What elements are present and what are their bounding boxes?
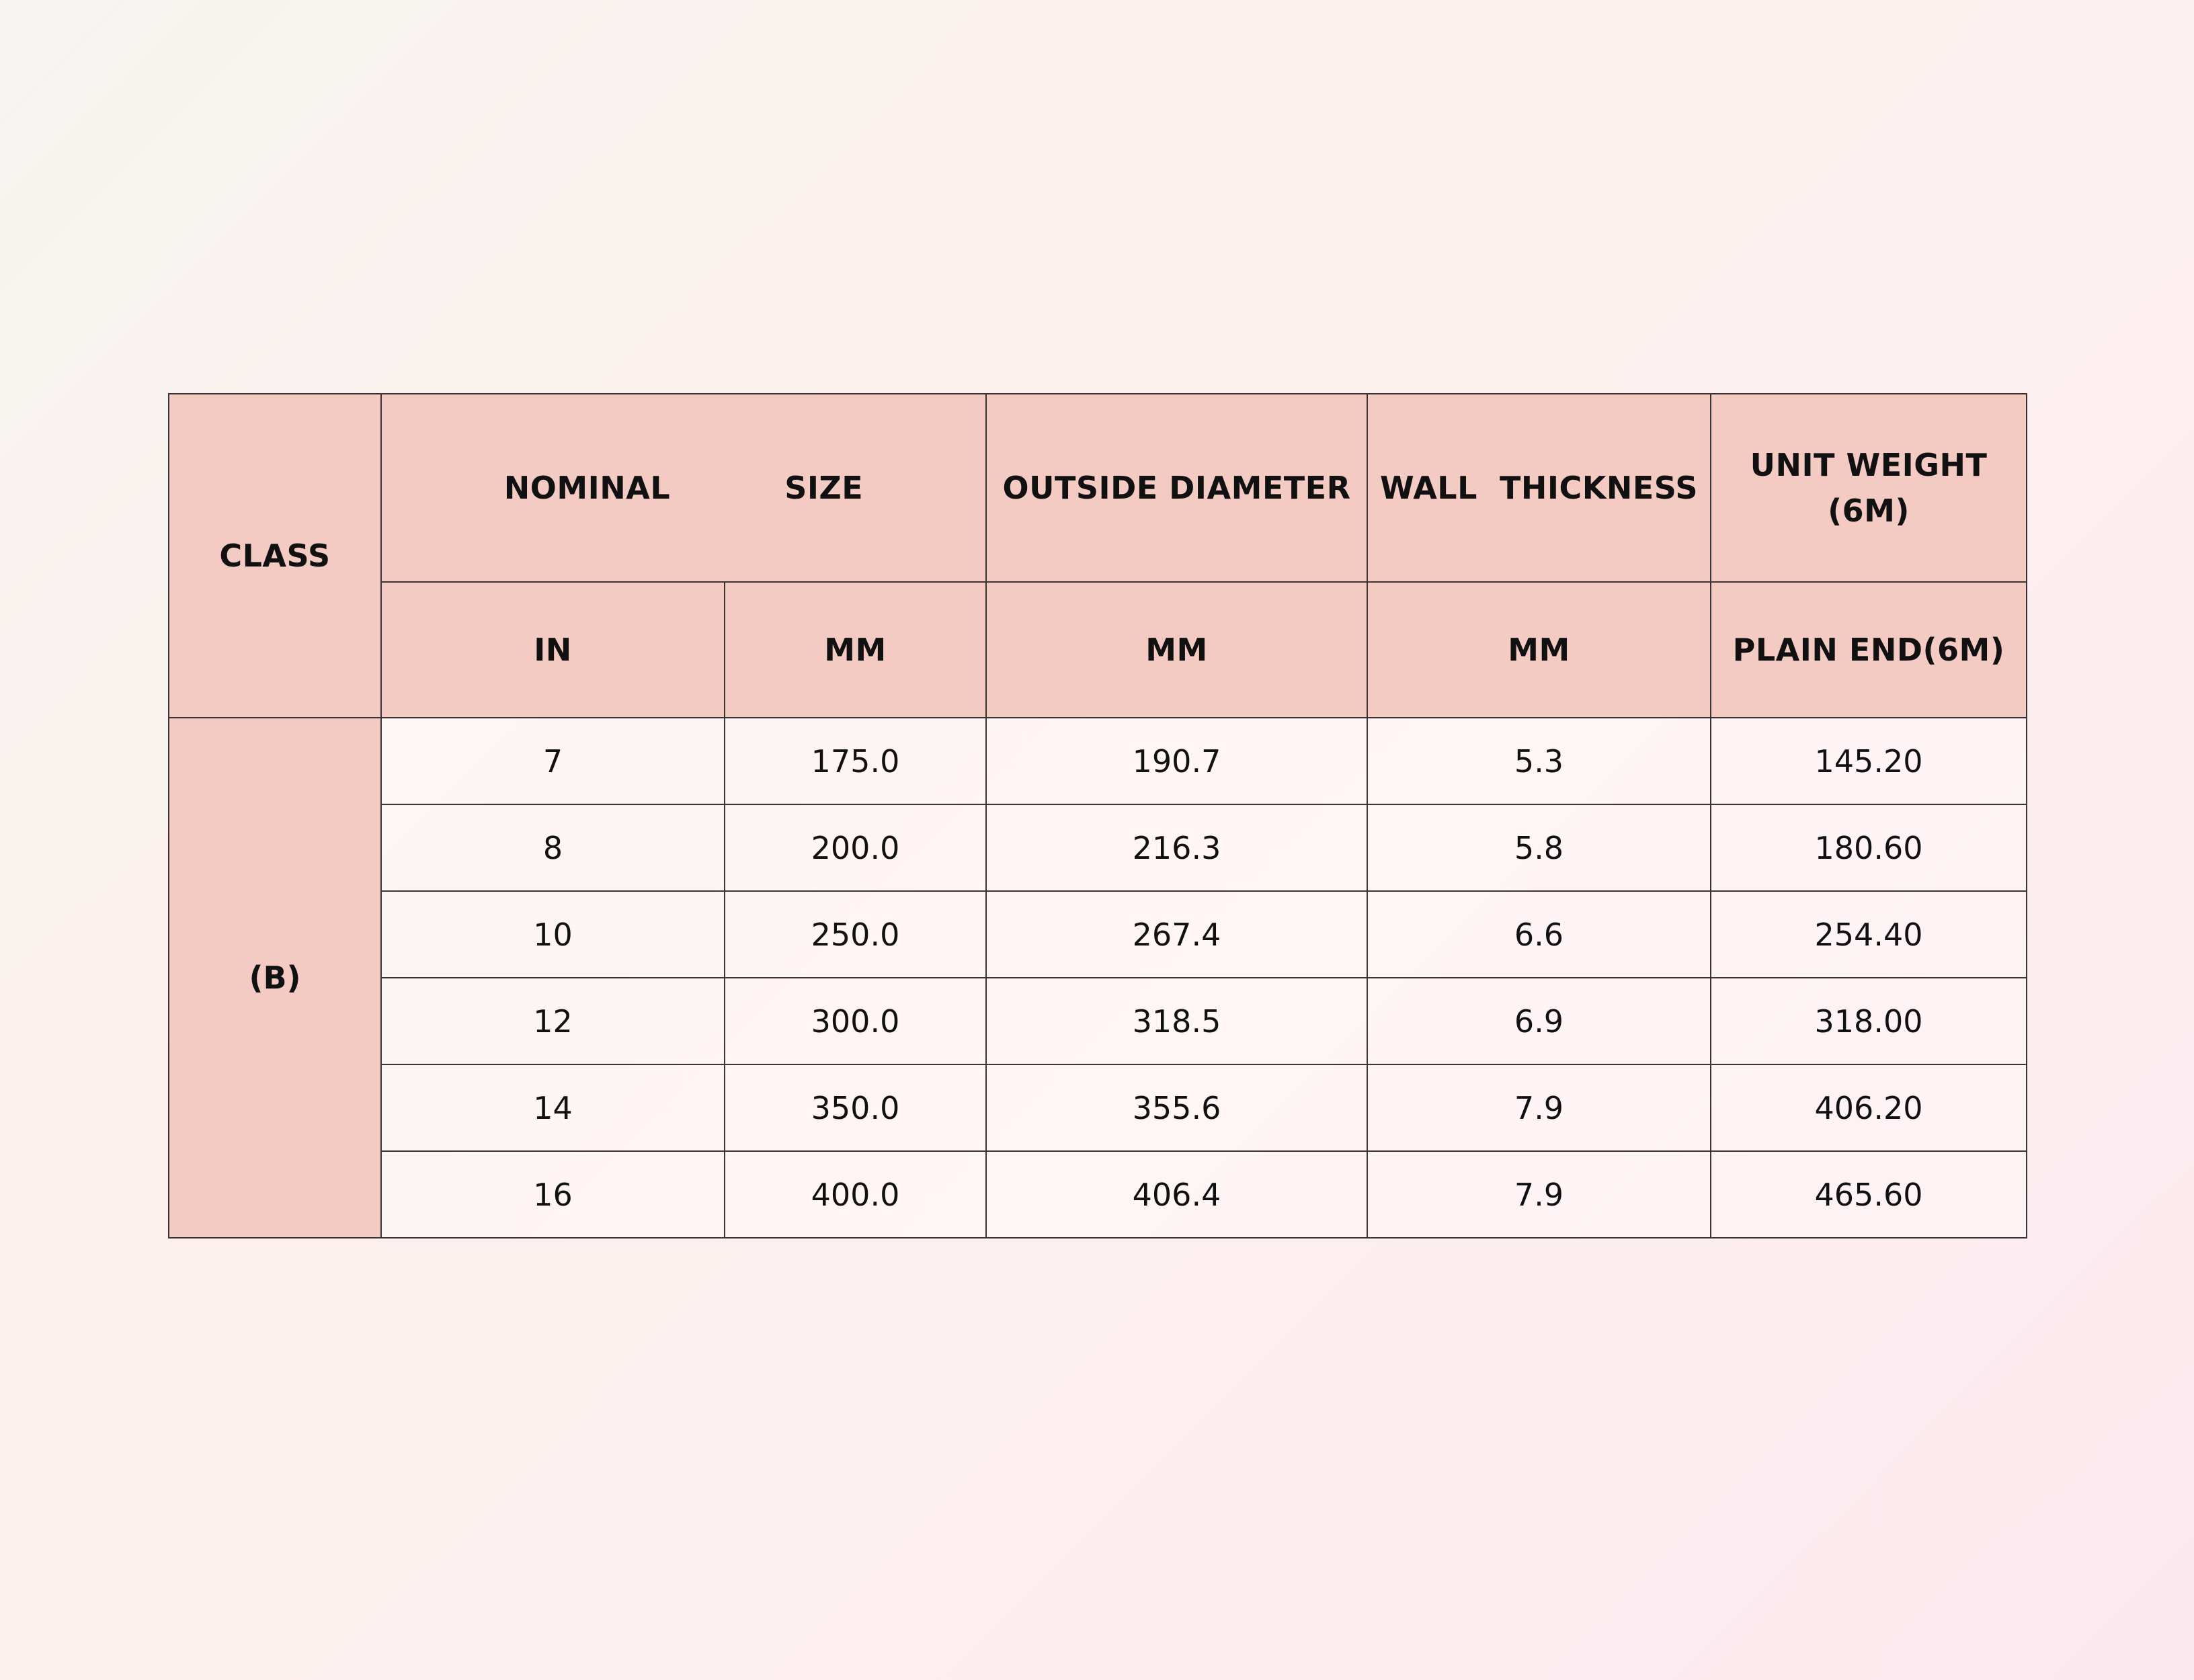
mm-cell: 250.0 — [725, 891, 986, 978]
wall-cell: 6.6 — [1367, 891, 1711, 978]
in-cell: 7 — [381, 718, 725, 804]
od-cell: 406.4 — [986, 1151, 1367, 1238]
mm-cell: 400.0 — [725, 1151, 986, 1238]
mm-cell: 350.0 — [725, 1064, 986, 1151]
wall-cell: 6.9 — [1367, 978, 1711, 1064]
in-cell: 12 — [381, 978, 725, 1064]
wall-cell: 5.3 — [1367, 718, 1711, 804]
class-value: (B) — [169, 718, 381, 1238]
wall-cell: 7.9 — [1367, 1064, 1711, 1151]
wall-cell: 5.8 — [1367, 804, 1711, 891]
pipe-spec-table — [168, 393, 2027, 1238]
mm-od-subheader: MM — [986, 582, 1367, 718]
plain-end-subheader: PLAIN END(6M) — [1711, 582, 2027, 718]
weight-cell: 180.60 — [1711, 804, 2027, 891]
od-cell: 216.3 — [986, 804, 1367, 891]
outside-diameter-header: OUTSIDE DIAMETER — [986, 394, 1367, 582]
mm-cell: 300.0 — [725, 978, 986, 1064]
weight-cell: 465.60 — [1711, 1151, 2027, 1238]
unit-weight-line1: UNIT WEIGHT — [1750, 447, 1988, 483]
wall-thickness-header: WALL THICKNESS — [1367, 394, 1711, 582]
in-cell: 16 — [381, 1151, 725, 1238]
class-header: CLASS — [169, 394, 381, 718]
subheader-row — [169, 582, 2027, 718]
table-row — [169, 891, 2027, 978]
mm-wall-subheader: MM — [1367, 582, 1711, 718]
od-cell: 355.6 — [986, 1064, 1367, 1151]
mm-cell: 200.0 — [725, 804, 986, 891]
size-label: SIZE — [784, 470, 864, 506]
weight-cell: 318.00 — [1711, 978, 2027, 1064]
weight-cell: 406.20 — [1711, 1064, 2027, 1151]
header-row — [169, 394, 2027, 582]
in-cell: 10 — [381, 891, 725, 978]
wall-cell: 7.9 — [1367, 1151, 1711, 1238]
weight-cell: 254.40 — [1711, 891, 2027, 978]
od-cell: 267.4 — [986, 891, 1367, 978]
table-row — [169, 718, 2027, 804]
table-row — [169, 1064, 2027, 1151]
mm-nominal-subheader: MM — [725, 582, 986, 718]
unit-weight-line2: (6M) — [1828, 493, 1910, 529]
in-subheader: IN — [381, 582, 725, 718]
od-cell: 190.7 — [986, 718, 1367, 804]
in-cell: 14 — [381, 1064, 725, 1151]
table-row — [169, 1151, 2027, 1238]
table-row — [169, 978, 2027, 1064]
unit-weight-header — [1711, 394, 2027, 582]
od-cell: 318.5 — [986, 978, 1367, 1064]
in-cell: 8 — [381, 804, 725, 891]
weight-cell: 145.20 — [1711, 718, 2027, 804]
nominal-label: NOMINAL — [503, 470, 671, 506]
mm-cell: 175.0 — [725, 718, 986, 804]
nominal-size-header — [381, 394, 986, 582]
table-row — [169, 804, 2027, 891]
